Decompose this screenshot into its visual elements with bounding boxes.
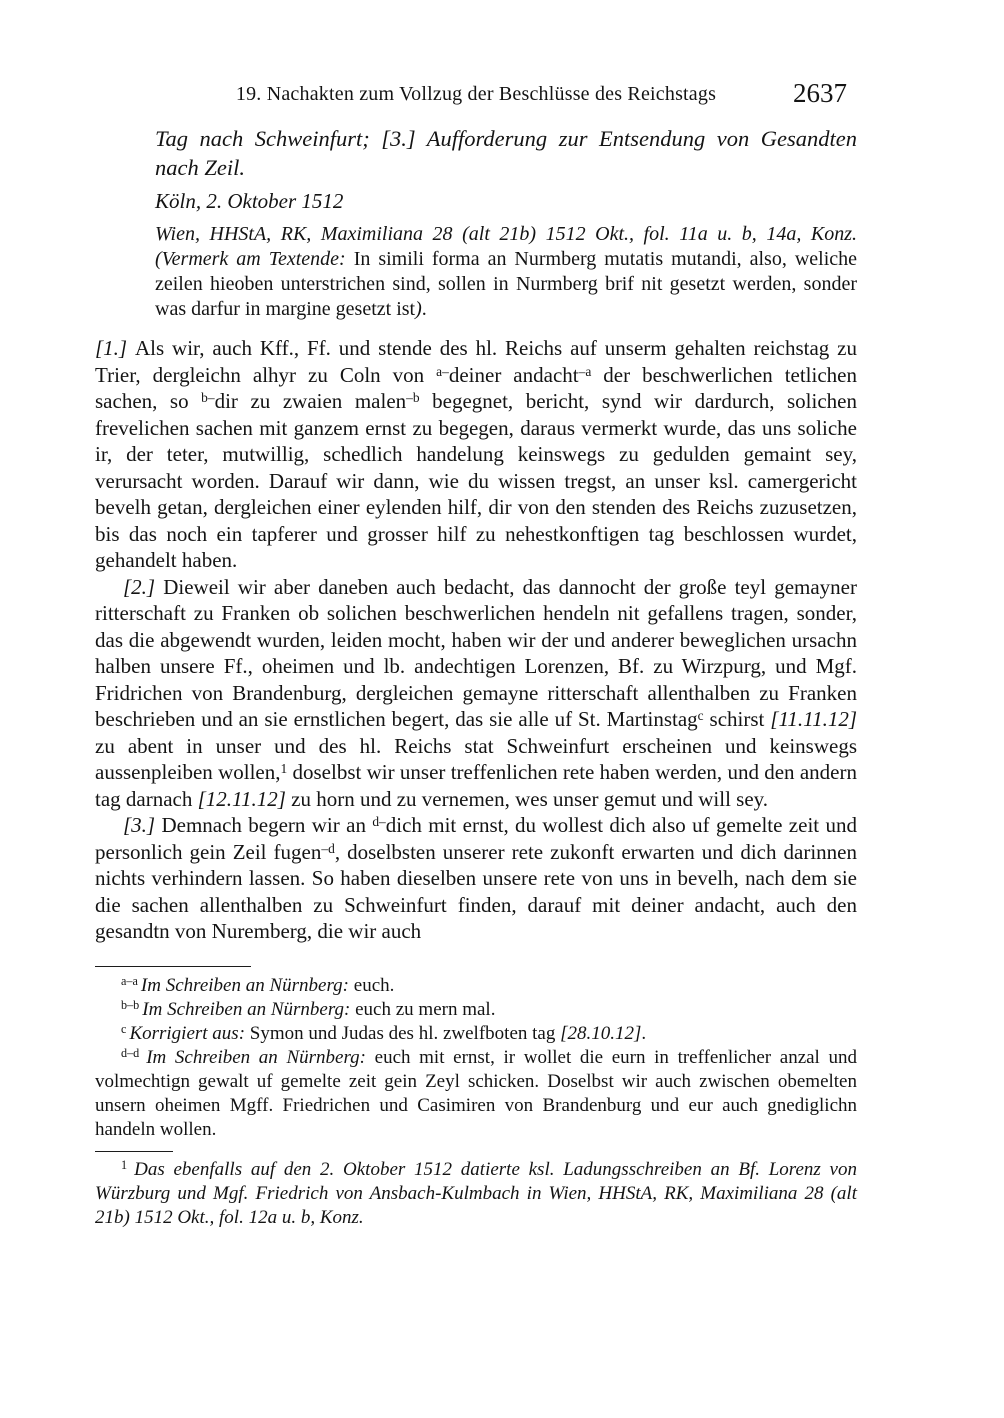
running-header (95, 78, 857, 110)
source-note: Wien, HHStA, RK, Maximiliana 28 (alt 21b) 1512 Okt., fol. 11a u. b, 14a, Konz. (Vermerk am Textende: In simili forma an Nurmberg mutatis mutandi, also, weliche zeilen hieoben unterstrichen sind, sollen in Nurmberg brif nit gesetzt werden, sonder was darfur in margine gesetzt ist). (155, 223, 858, 320)
running-header-title: 19. Nachakten zum Vollzug der Beschlüsse des Reichstags (235, 83, 717, 105)
paragraph-2: [2.] Dieweil wir aber daneben auch bedacht, das dannocht der große teyl gemayner ritterschaft zu Franken ob solichen beschwerlichen hendeln nit gefallens tragen, sonder, das die abgewendt wurden, leiden mocht, haben wir der und anderer beweglichen ursachn halben unsere Ff., oheimen und lb. andechtigen Lorenzen, Bf. zu Wirzpurg, und Mgf. Fridrichen von Brandenburg, dergleichen gemayne ritterschaft allenthalben zu Franken beschrieben und an sie ernstlichen begert, das sie alle uf St. Martinstag$^c$ schirst [11.11.12] zu abent in unser und des hl. Reichs stat Schweinfurt erscheinen und keinswegs aussenpleiben wollen,$^1$ doselbst wir unser treffenlichen rete haben werden, und den andern tag darnach [12.11.12] zu horn und zu vernemen, wes unser gemut und will sey. (95, 574, 858, 811)
apparatus-separator-rule (95, 966, 251, 967)
apparatus-note-a: $^{a-a}$ Im Schreiben an Nürnberg: euch. (121, 974, 395, 996)
apparatus-note-b: $^{b-b}$ Im Schreiben an Nürnberg: euch zu mern mal. (121, 998, 496, 1020)
footnote-separator-rule (95, 1151, 173, 1152)
entry-dateline: Köln, 2. Oktober 1512 (155, 189, 344, 213)
entry-body (95, 335, 857, 945)
footnotes (95, 1151, 857, 1230)
paragraph-3: [3.] Demnach begern wir an $^{d-}$dich mit ernst, du wollest dich also uf gemelte zeit und personlich gein Zeil fugen$^{-d}$, doselbsten unserer rete zukonft erwarten und dich darinnen nichts verhindern lassen. So haben dieselben unsere rete von uns in bevelh, nach dem sie die sachen allenthalben zu Schweinfurt finden, darauf mit deiner andacht, auch den gesandtn von Nuremberg, die wir auch (95, 813, 857, 943)
critical-apparatus (95, 966, 857, 1142)
paragraph-1: [1.] Als wir, auch Kff., Ff. und stende des hl. Reichs auf unserm gehalten reichstag zu Trier, dergleichn alhyr zu Coln von $^{a-}$deiner andacht$^{-a}$ der beschwerlichen tetlichen sachen, so $^{b-}$dir zu zwaien malen$^{-b}$ begegnet, bericht, synd wir dardurch, solichen frevelichen sachen mit ganzem ernst zu begegen, daraus vermerkt wurde, das uns soliche ir, der teter, mutwillig, schedlich handelung keinswegs zu gedulden gemaint sey, verursacht worden. Darauf wir dann, wie du wissen tregst, an unser ksl. camergericht bevelh getan, dergleichen einer eylenden hilf, dir von den stenden des Reichs zuzusetzen, bis das noch ein tapferer und grosser hilf zu nehestkonftigen tag beschlossen wurdet, gehandelt haben. (95, 336, 857, 572)
page-number: 2637 (793, 78, 847, 108)
apparatus-note-c: $^c$ Korrigiert aus: Symon und Judas des hl. zwelfboten tag [28.10.12]. (121, 1022, 647, 1044)
footnote-1: $^1$ Das ebenfalls auf den 2. Oktober 1512 datierte ksl. Ladungsschreiben an Bf. Lorenz von Würzburg und Mgf. Friedrich von Ansbach-Kulmbach in Wien, HHStA, RK, Maximiliana 28 (alt 21b) 1512 Okt., fol. 12a u. b, Konz. (95, 1158, 857, 1228)
apparatus-note-d: $^{d-d}$ Im Schreiben an Nürnberg: euch mit ernst, ir wollet die eurn in treffenlicher anzal und volmechtign gewalt uf gemelte zeit gein Zeyl schicken. Doselbst wir auch zwischen obemelten unsern oheimen Mgff. Friedrichen und Casimiren von Brandenburg und eur auch gnediglichn handeln wollen. (95, 1046, 857, 1140)
entry-title: Tag nach Schweinfurt; [3.] Aufforderung zur Entsendung von Gesandten nach Zeil. (155, 126, 857, 180)
text-block (95, 78, 857, 1230)
entry-heading (155, 124, 857, 322)
